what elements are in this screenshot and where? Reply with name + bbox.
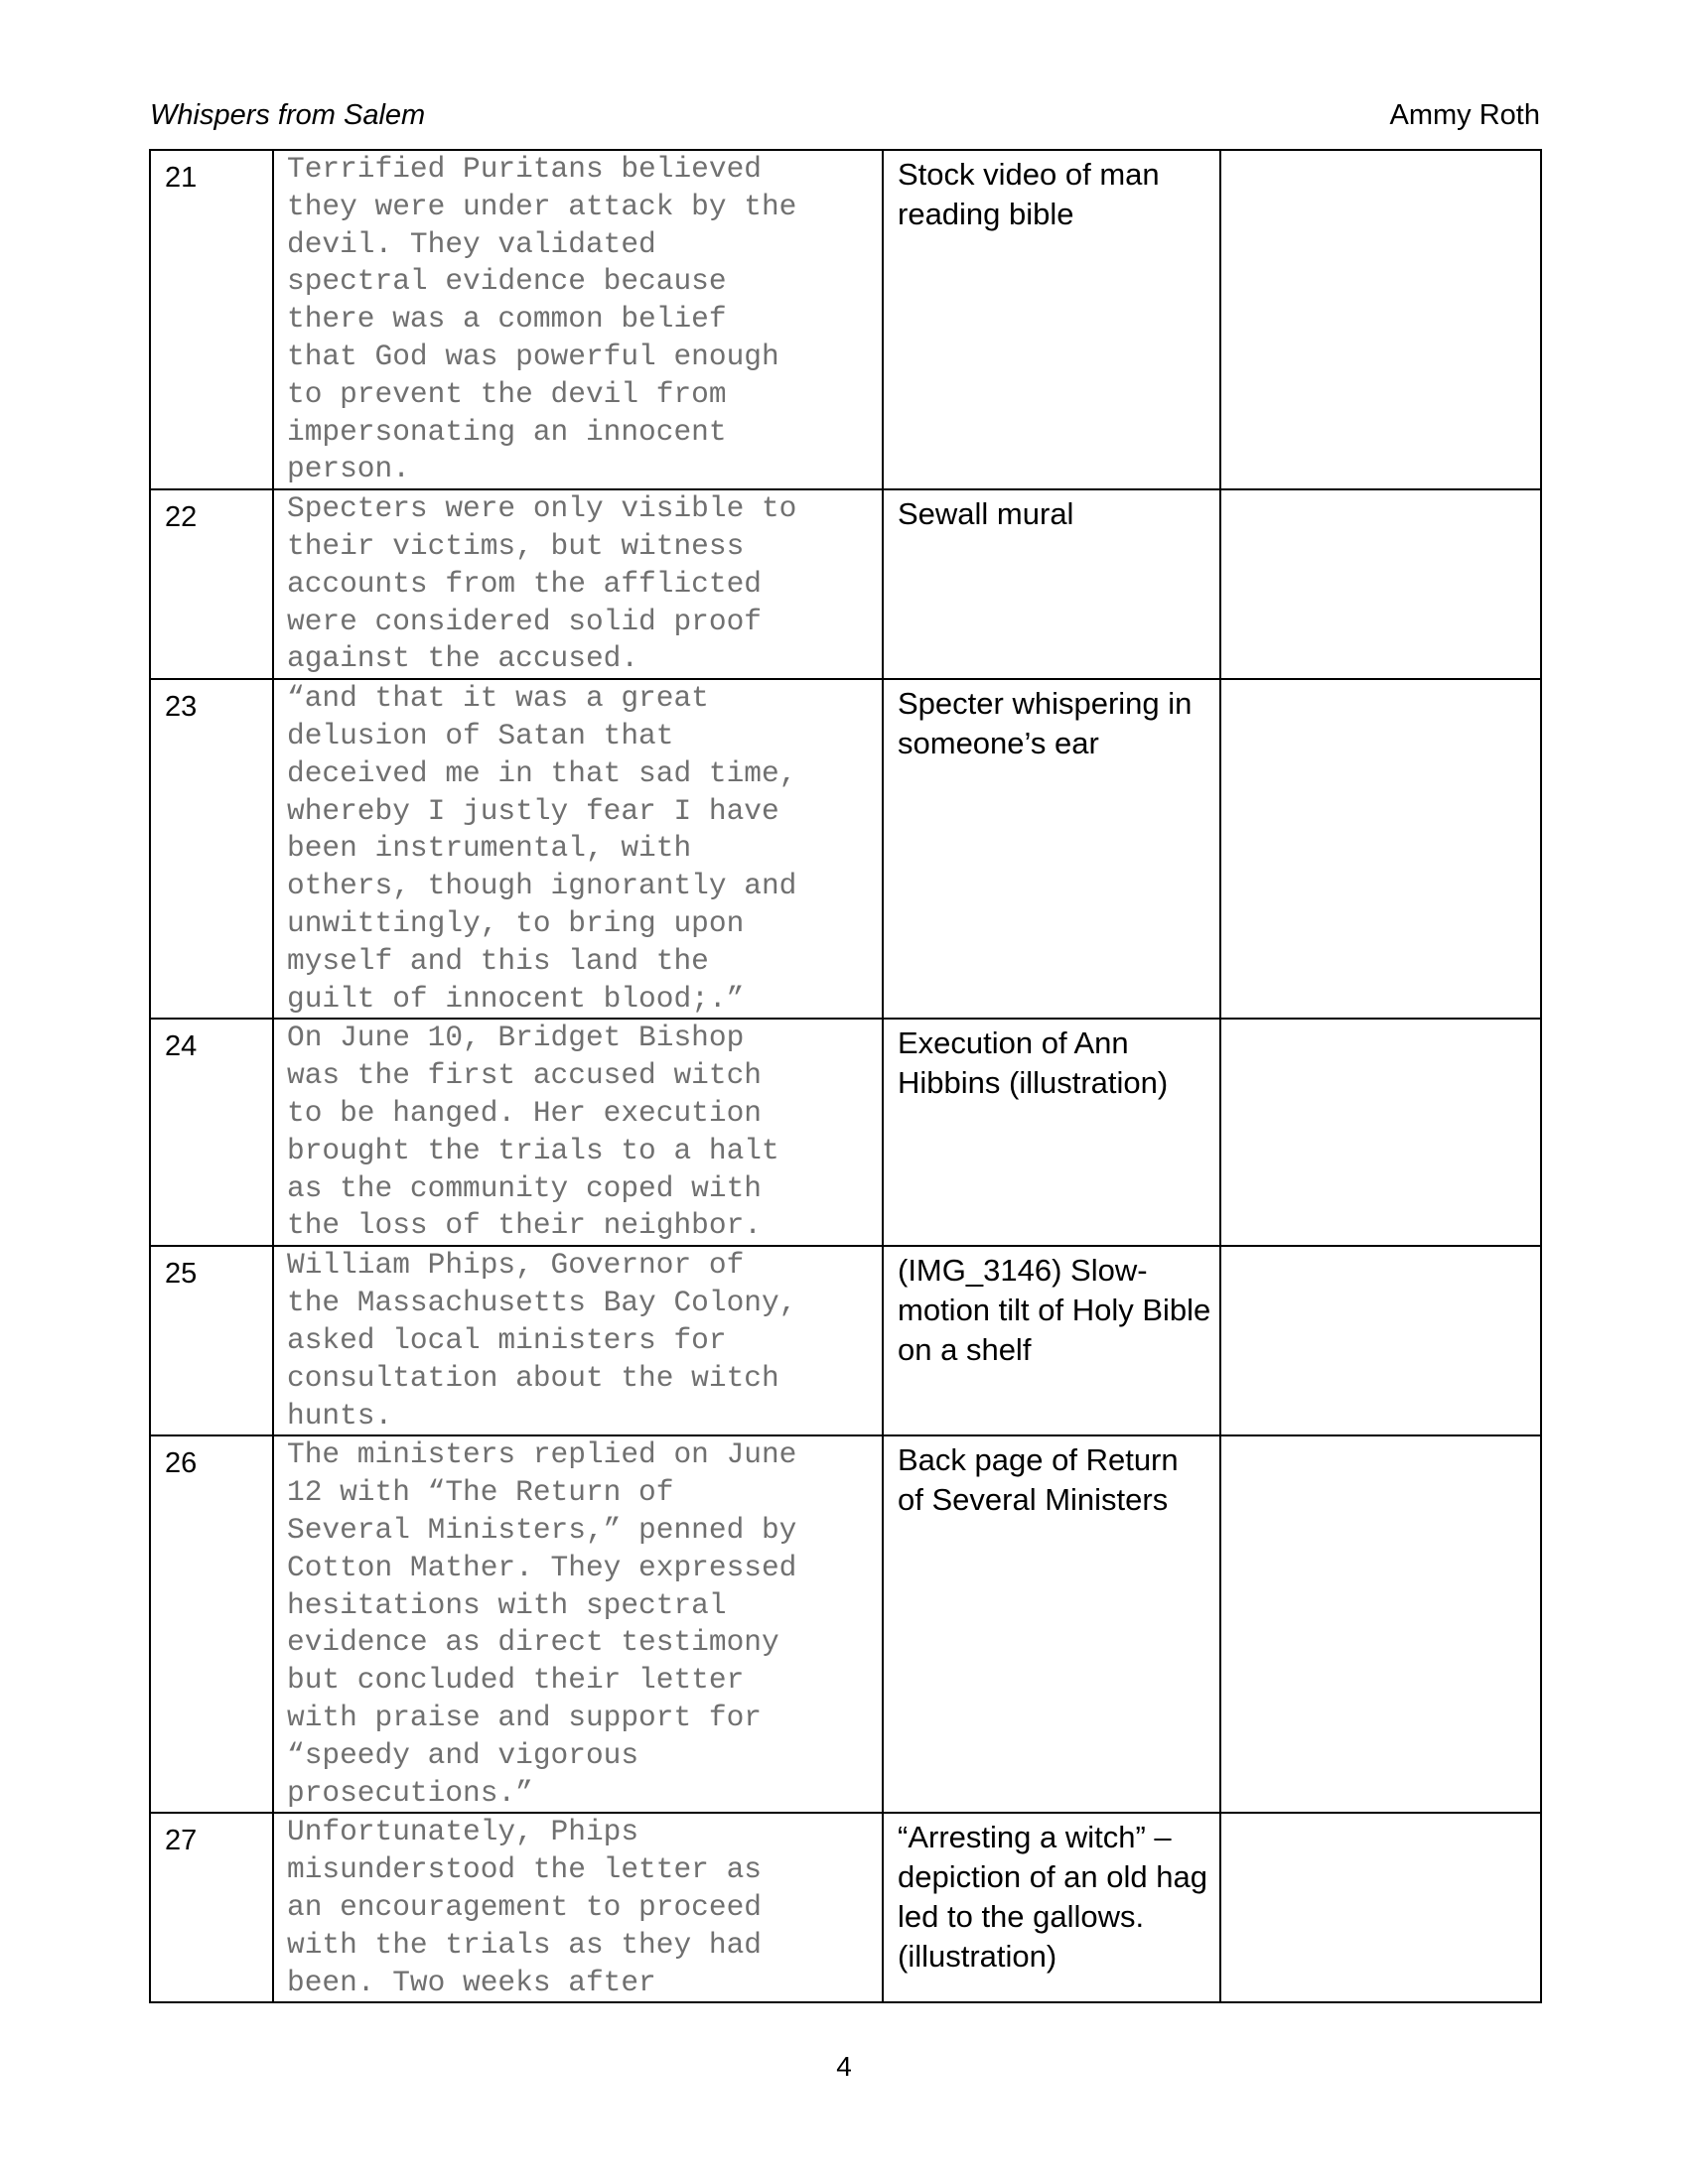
notes-cell [1220, 1813, 1541, 2002]
visual-cell [883, 1813, 1220, 2002]
visual-cell [883, 489, 1220, 679]
shot-number: 23 [165, 691, 198, 724]
visual-description: Specter whispering in someone’s ear [898, 686, 1193, 761]
shot-number-cell [150, 1435, 273, 1813]
shot-number-cell [150, 679, 273, 1019]
shot-number-cell [150, 1813, 273, 2002]
table-row [150, 150, 1541, 489]
script-table [149, 149, 1542, 2003]
shot-number: 22 [165, 501, 198, 534]
narration-cell [273, 150, 883, 489]
shot-number-cell [150, 1246, 273, 1435]
page-number: 4 [836, 2051, 852, 2082]
shot-number: 27 [165, 1825, 198, 1857]
notes-cell [1220, 150, 1541, 489]
visual-description: (IMG_3146) Slow-motion tilt of Holy Bible on a shelf [898, 1253, 1211, 1368]
visual-cell [883, 1019, 1220, 1246]
narration-cell [273, 1019, 883, 1246]
shot-number-cell [150, 1019, 273, 1246]
narration-cell [273, 679, 883, 1019]
visual-cell [883, 150, 1220, 489]
narration-cell [273, 1435, 883, 1813]
table-row [150, 1435, 1541, 1813]
table-row [150, 1813, 1541, 2002]
notes-cell [1220, 489, 1541, 679]
shot-number-cell [150, 489, 273, 679]
narration-text: Specters were only visible to their victims, but witness accounts from the afflicted were considered solid proof against the accused. [287, 491, 797, 676]
narration-cell [273, 1813, 883, 2002]
narration-cell [273, 1246, 883, 1435]
notes-cell [1220, 1019, 1541, 1246]
shot-number: 21 [165, 162, 198, 194]
narration-text: William Phips, Governor of the Massachusetts Bay Colony, asked local ministers for consultation about the witch hunts. [287, 1248, 797, 1433]
notes-cell [1220, 1246, 1541, 1435]
narration-text: The ministers replied on June 12 with “The Return of Several Ministers,” penned by Cotton Mather. They expressed hesitations with spectral evidence as direct testimony but concluded their letter with praise and support for “speedy and vigorous prosecutions.” [287, 1437, 797, 1810]
table-row [150, 489, 1541, 679]
notes-cell [1220, 679, 1541, 1019]
visual-description: Back page of Return of Several Ministers [898, 1442, 1179, 1518]
visual-description: Execution of Ann Hibbins (illustration) [898, 1025, 1169, 1101]
table-row [150, 679, 1541, 1019]
shot-number: 26 [165, 1447, 198, 1480]
shot-number: 24 [165, 1030, 198, 1063]
shot-number: 25 [165, 1258, 198, 1291]
narration-cell [273, 489, 883, 679]
notes-cell [1220, 1435, 1541, 1813]
shot-number-cell [150, 150, 273, 489]
visual-cell [883, 1246, 1220, 1435]
document-title: Whispers from Salem [150, 99, 426, 131]
visual-description: Sewall mural [898, 496, 1074, 532]
table-row [150, 1019, 1541, 1246]
narration-text: Terrified Puritans believed they were under attack by the devil. They validated spectral evidence because there was a common belief that God was powerful enough to prevent the devil from impersonating an innocent person. [287, 152, 797, 486]
visual-cell [883, 1435, 1220, 1813]
narration-text: “and that it was a great delusion of Satan that deceived me in that sad time, whereby I justly fear I have been instrumental, with others, though ignorantly and unwittingly, to bring upon myself and this land the guilt of innocent blood;.” [287, 681, 797, 1016]
visual-description: Stock video of man reading bible [898, 157, 1160, 231]
visual-cell [883, 679, 1220, 1019]
narration-text: Unfortunately, Phips misunderstood the letter as an encouragement to proceed with the trials as they had been. Two weeks after [287, 1815, 762, 1999]
narration-text: On June 10, Bridget Bishop was the first accused witch to be hanged. Her execution brought the trials to a halt as the community coped with the loss of their neighbor. [287, 1021, 779, 1243]
table-row [150, 1246, 1541, 1435]
document-author: Ammy Roth [1389, 99, 1540, 131]
visual-description: “Arresting a witch” – depiction of an old hag led to the gallows. (illustration) [898, 1820, 1207, 1975]
